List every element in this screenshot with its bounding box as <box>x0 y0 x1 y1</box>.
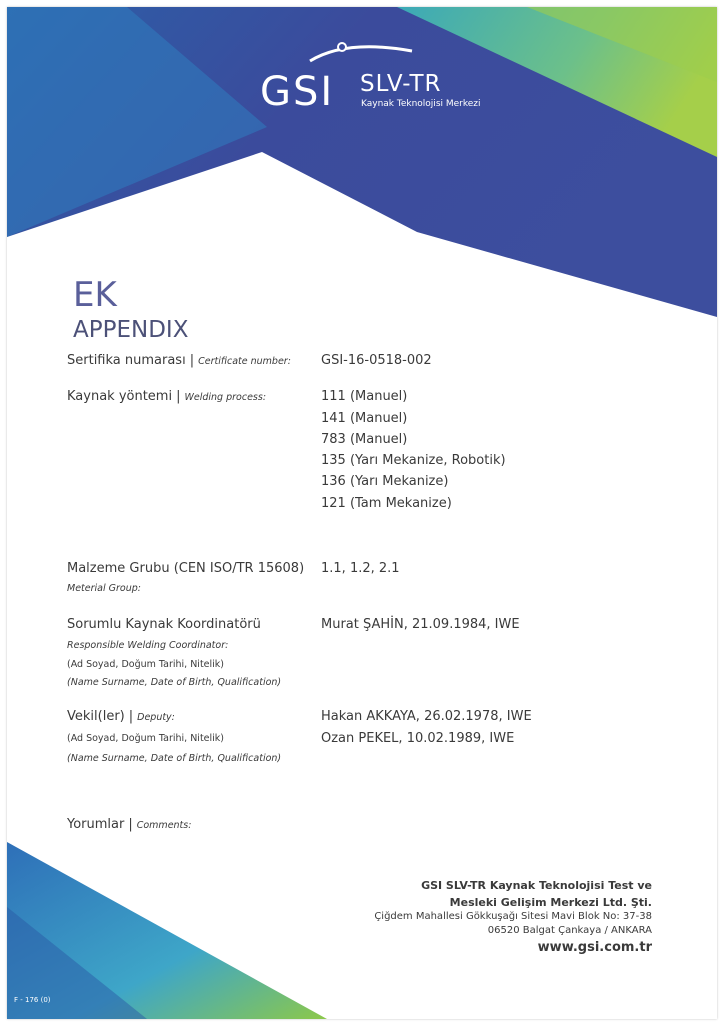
welding-process-value: 121 (Tam Mekanize) <box>321 496 452 511</box>
coordinator-label-en: Responsible Welding Coordinator: <box>67 640 229 651</box>
gsi-logo <box>260 35 490 115</box>
company-address <box>374 910 652 938</box>
deputy-label-en: Deputy: <box>137 712 175 723</box>
logo-brand: GSI <box>260 69 335 115</box>
certificate-label-tr: Sertifika numarası <box>67 353 186 368</box>
address-line-2: 06520 Balgat Çankaya / ANKARA <box>487 925 652 936</box>
certificate-label-en: Certificate number: <box>198 356 291 367</box>
coordinator-value: Murat ŞAHİN, 21.09.1984, IWE <box>321 617 520 632</box>
deputy-label <box>67 709 175 724</box>
address-line-1: Çiğdem Mahallesi Gökkuşağı Sitesi Mavi Blok No: 37-38 <box>374 911 652 922</box>
logo-arc-icon <box>306 39 416 65</box>
coordinator-note-tr: (Ad Soyad, Doğum Tarihi, Nitelik) <box>67 659 224 670</box>
coordinator-label: Sorumlu Kaynak Koordinatörü <box>67 617 261 632</box>
material-group-label-en: Meterial Group: <box>67 583 141 594</box>
certificate-label <box>67 353 291 368</box>
website-link[interactable]: www.gsi.com.tr <box>537 940 652 955</box>
comments-label <box>67 817 191 832</box>
separator: | <box>128 817 133 832</box>
deputy-note-en: (Name Surname, Date of Birth, Qualification) <box>67 753 282 764</box>
deputy-label-tr: Vekil(ler) <box>67 709 125 724</box>
logo-name: SLV-TR <box>360 71 442 97</box>
background-graphics <box>7 7 717 1019</box>
material-group-label: Malzeme Grubu (CEN ISO/TR 15608) <box>67 561 305 576</box>
welding-process-value: 136 (Yarı Mekanize) <box>321 474 449 489</box>
heading-en: APPENDIX <box>73 317 189 343</box>
welding-process-value: 141 (Manuel) <box>321 411 408 426</box>
certificate-value: GSI-16-0518-002 <box>321 353 432 368</box>
logo-subtitle: Kaynak Teknolojisi Merkezi <box>361 99 481 109</box>
separator: | <box>176 389 181 404</box>
separator: | <box>128 709 134 724</box>
company-name <box>421 877 652 911</box>
welding-process-value: 783 (Manuel) <box>321 432 408 447</box>
deputy-value: Ozan PEKEL, 10.02.1989, IWE <box>321 731 515 746</box>
comments-label-tr: Yorumlar <box>67 817 125 832</box>
separator: | <box>189 353 195 368</box>
deputy-value: Hakan AKKAYA, 26.02.1978, IWE <box>321 709 532 724</box>
welding-process-value: 111 (Manuel) <box>321 389 408 404</box>
comments-label-en: Comments: <box>136 820 192 831</box>
heading-tr: EK <box>73 275 117 315</box>
coordinator-note-en: (Name Surname, Date of Birth, Qualification) <box>67 677 282 688</box>
welding-process-label <box>67 389 266 404</box>
form-code: F - 176 (0) <box>14 996 51 1004</box>
welding-process-label-tr: Kaynak yöntemi <box>67 389 173 404</box>
company-line-2: Mesleki Gelişim Merkezi Ltd. Şti. <box>449 896 652 909</box>
company-line-1: GSI SLV-TR Kaynak Teknolojisi Test ve <box>421 879 652 892</box>
welding-process-label-en: Welding process: <box>184 392 267 403</box>
welding-process-value: 135 (Yarı Mekanize, Robotik) <box>321 453 506 468</box>
material-group-value: 1.1, 1.2, 2.1 <box>321 561 400 576</box>
certificate-page <box>7 7 717 1019</box>
deputy-note-tr: (Ad Soyad, Doğum Tarihi, Nitelik) <box>67 733 224 744</box>
